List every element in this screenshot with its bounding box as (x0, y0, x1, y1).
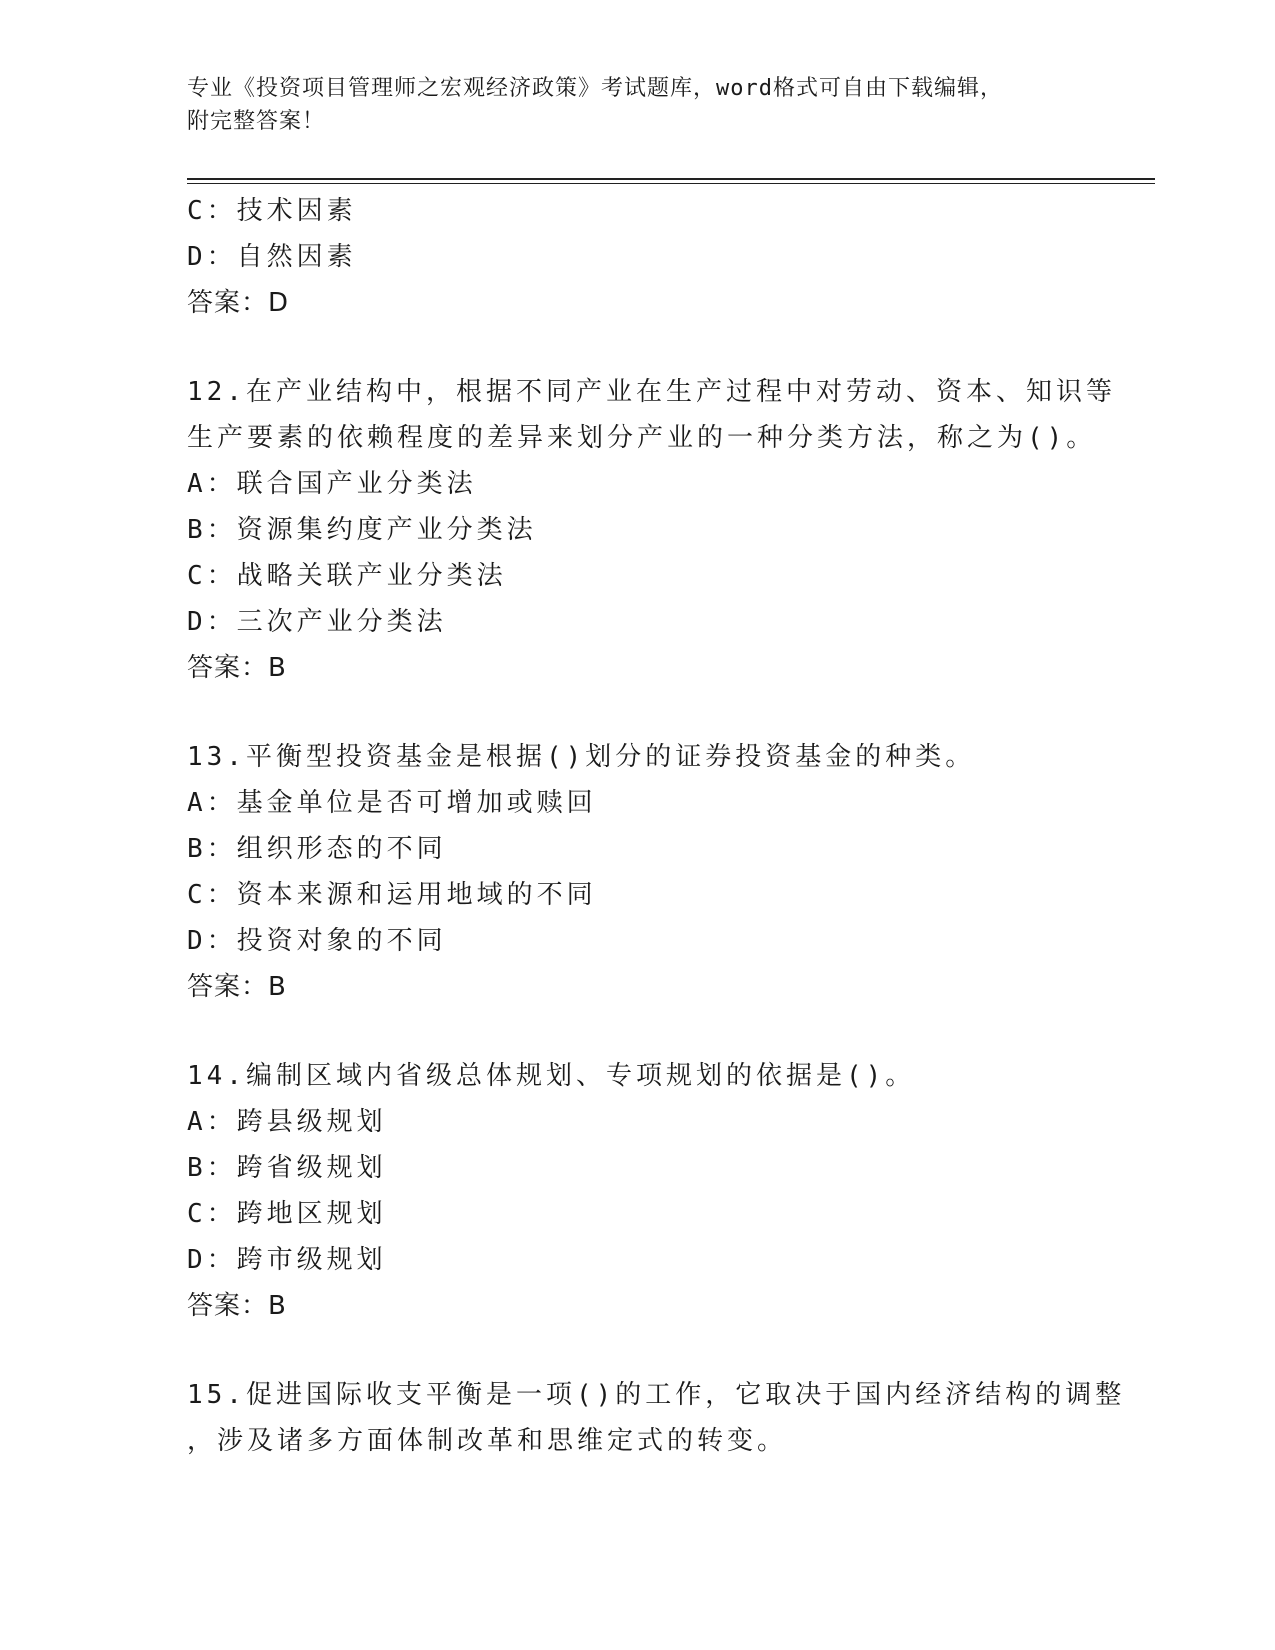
spacer (187, 326, 1117, 369)
answer-line: 答案：B (187, 972, 287, 1002)
header-rule-thick (187, 178, 1155, 180)
question-13 (187, 734, 1117, 1010)
option-c: C：战略关联产业分类法 (187, 561, 507, 591)
spacer (187, 1010, 1117, 1053)
header-line-2: 附完整答案！ (187, 109, 326, 134)
option-d: D：跨市级规划 (187, 1245, 387, 1275)
option-d: D：自然因素 (187, 242, 357, 272)
header-rule-thin (187, 183, 1155, 184)
question-12 (187, 369, 1117, 691)
option-c: C：技术因素 (187, 196, 357, 226)
question-14 (187, 1053, 1117, 1329)
option-b: B：资源集约度产业分类法 (187, 515, 537, 545)
question-15 (187, 1372, 1126, 1464)
option-a: A：跨县级规划 (187, 1107, 387, 1137)
question-text: 14.编制区域内省级总体规划、专项规划的依据是()。 (187, 1061, 916, 1091)
question-list (187, 188, 1126, 1464)
option-b: B：组织形态的不同 (187, 834, 447, 864)
option-a: A：基金单位是否可增加或赎回 (187, 788, 597, 818)
option-d: D：投资对象的不同 (187, 926, 447, 956)
header-line-1: 专业《投资项目管理师之宏观经济政策》考试题库，word格式可自由下载编辑， (187, 76, 1003, 101)
question-text: 生产要素的依赖程度的差异来划分产业的一种分类方法，称之为()。 (187, 423, 1097, 453)
answer-line: 答案：D (187, 288, 290, 318)
prev-question-block (187, 188, 1117, 326)
question-text: 12.在产业结构中，根据不同产业在生产过程中对劳动、资本、知识等 (187, 377, 1116, 407)
answer-line: 答案：B (187, 653, 287, 683)
spacer (187, 1329, 1117, 1372)
option-d: D：三次产业分类法 (187, 607, 447, 637)
option-a: A：联合国产业分类法 (187, 469, 477, 499)
option-c: C：资本来源和运用地域的不同 (187, 880, 597, 910)
option-c: C：跨地区规划 (187, 1199, 387, 1229)
spacer (187, 691, 1117, 734)
question-text: 15.促进国际收支平衡是一项()的工作，它取决于国内经济结构的调整 (187, 1380, 1126, 1410)
question-text: ，涉及诸多方面体制改革和思维定式的转变。 (187, 1426, 788, 1456)
option-b: B：跨省级规划 (187, 1153, 387, 1183)
document-header (187, 72, 1087, 138)
question-text: 13.平衡型投资基金是根据()划分的证券投资基金的种类。 (187, 742, 976, 772)
answer-line: 答案：B (187, 1291, 287, 1321)
